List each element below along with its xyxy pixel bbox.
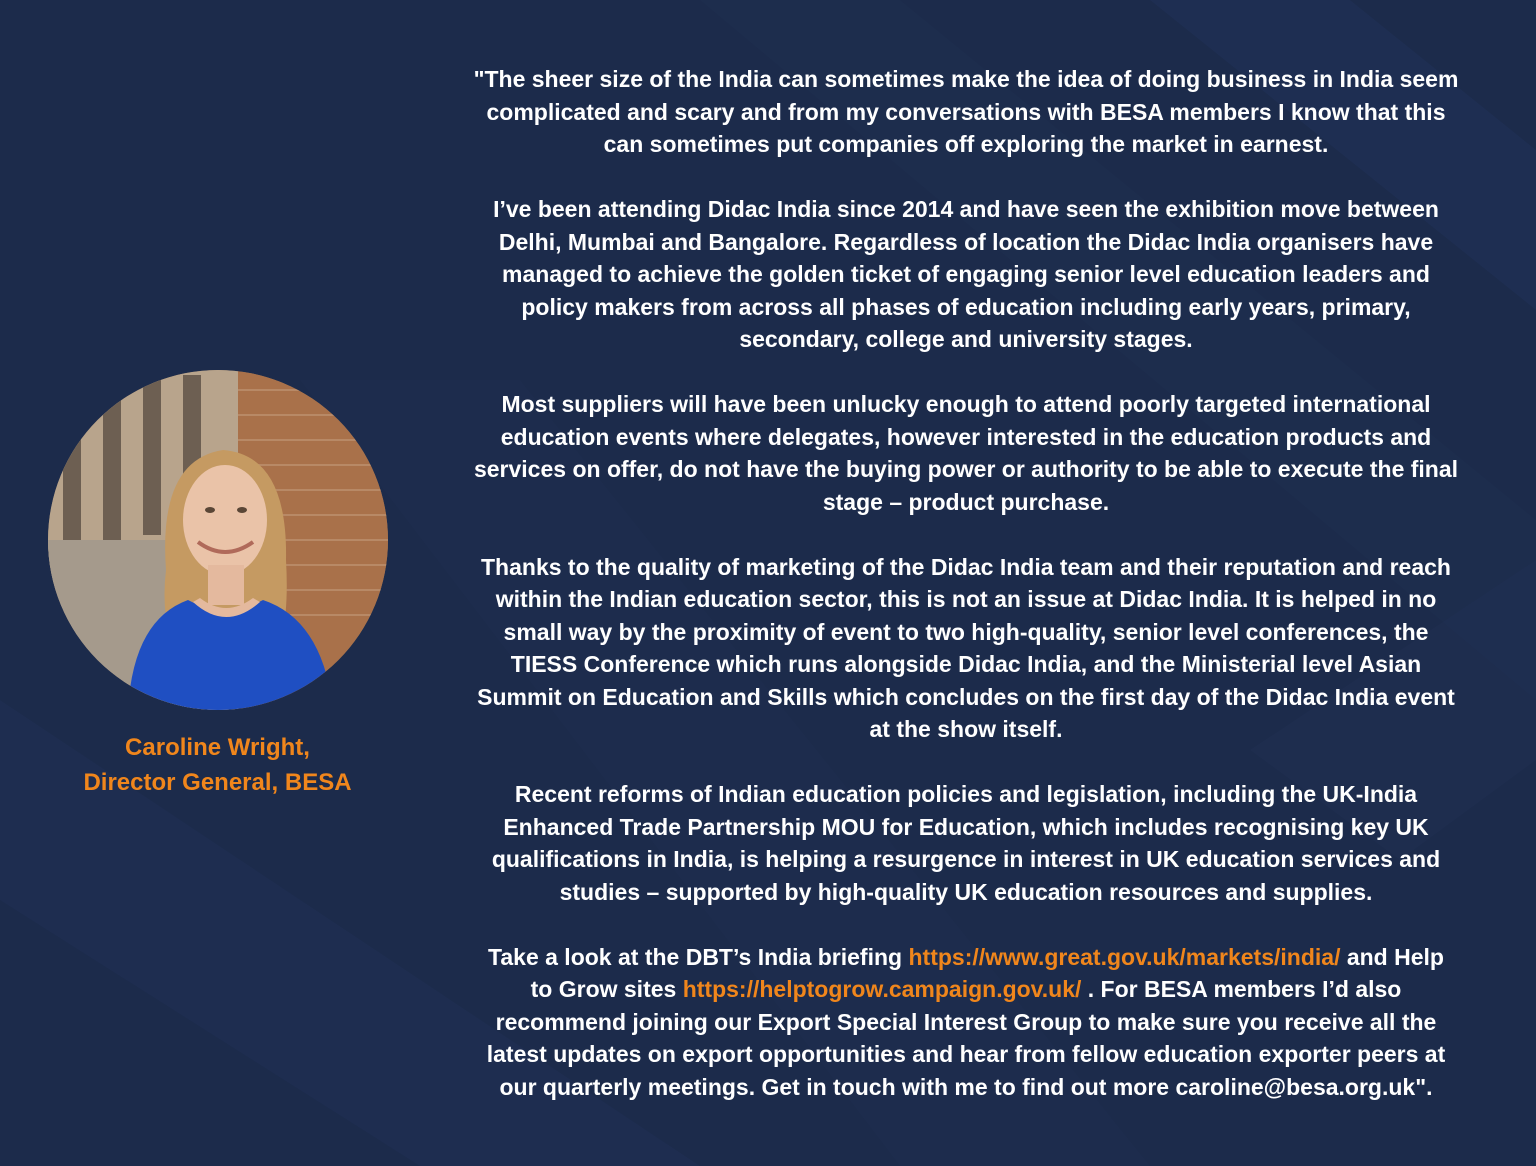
help-to-grow-link[interactable]: https://helptogrow.campaign.gov.uk/ <box>682 976 1082 1002</box>
quote-line: Most suppliers will have been unlucky enough to attend poorly targeted international <box>501 391 1431 417</box>
quote-line: "The sheer size of the India can sometimes make the idea of doing business in India seem <box>473 66 1459 92</box>
quote-line: our quarterly meetings. Get in touch with me to find out more caroline@besa.org.uk". <box>499 1073 1433 1100</box>
quote-line: complicated and scary and from my conversations with BESA members I know that this <box>486 98 1446 125</box>
portrait-image <box>48 370 388 710</box>
quote-paragraph-5 <box>420 778 1512 908</box>
quote-line: I’ve been attending Didac India since 2014 and have seen the exhibition move between <box>493 196 1439 222</box>
portrait-photo <box>48 370 388 710</box>
quote-line: secondary, college and university stages. <box>739 326 1193 352</box>
quote-paragraph-6 <box>420 941 1512 1104</box>
caption-name: Caroline Wright, <box>125 734 310 761</box>
quote-paragraph-1 <box>420 63 1512 161</box>
quote-line: Summit on Education and Skills which concludes on the first day of the Didac India event <box>477 683 1455 710</box>
quote-line: education events where delegates, however interested in the education products and <box>500 423 1432 450</box>
quote-line: Thanks to the quality of marketing of the Didac India team and their reputation and reach <box>481 553 1451 580</box>
quote-line: studies – supported by high-quality UK education resources and supplies. <box>559 878 1373 905</box>
quote-line: latest updates on export opportunities and hear from fellow education exporter peers at <box>486 1041 1446 1067</box>
quote-line: within the Indian education sector, this is not an issue at Didac India. It is helped in no <box>495 586 1437 612</box>
quote-text-segment: to Grow sites <box>530 976 683 1002</box>
quote-line: managed to achieve the golden ticket of engaging senior level education leaders and <box>502 261 1430 287</box>
quote-text-segment: and Help <box>1340 943 1444 970</box>
quote-line: at the show itself. <box>869 716 1063 742</box>
quote-line: TIESS Conference which runs alongside Didac India, and the Ministerial level Asian <box>510 651 1422 677</box>
quote-text-segment: . For BESA members I’d also <box>1081 976 1402 1002</box>
quote-line: qualifications in India, is helping a resurgence in interest in UK education services and <box>491 846 1441 872</box>
quote-paragraph-4 <box>420 551 1512 746</box>
quote-text <box>420 63 1512 1136</box>
quote-line: Enhanced Trade Partnership MOU for Education, which includes recognising key UK <box>503 813 1429 840</box>
quote-line: can sometimes put companies off exploring the market in earnest. <box>603 131 1329 157</box>
quote-line: recommend joining our Export Special Interest Group to make sure you receive all the <box>495 1008 1437 1035</box>
quote-line <box>420 941 1512 974</box>
quote-line: small way by the proximity of event to two high-quality, senior level conferences, the <box>503 618 1429 645</box>
caption <box>40 730 395 800</box>
quote-line: Recent reforms of Indian education policies and legislation, including the UK-India <box>514 781 1418 807</box>
caption-role: Director General, BESA <box>83 769 352 796</box>
quote-paragraph-3 <box>420 388 1512 518</box>
quote-line: services on offer, do not have the buying power or authority to be able to execute the final <box>473 456 1459 482</box>
quote-paragraph-2 <box>420 193 1512 356</box>
quote-line: policy makers from across all phases of education including early years, primary, <box>521 293 1411 320</box>
quote-line: stage – product purchase. <box>822 488 1110 515</box>
quote-line <box>420 973 1512 1006</box>
quote-line: Delhi, Mumbai and Bangalore. Regardless of location the Didac India organisers have <box>498 228 1434 255</box>
quote-text-segment: Take a look at the DBT’s India briefing <box>488 943 909 970</box>
great-gov-india-link[interactable]: https://www.great.gov.uk/markets/india/ <box>908 943 1341 970</box>
